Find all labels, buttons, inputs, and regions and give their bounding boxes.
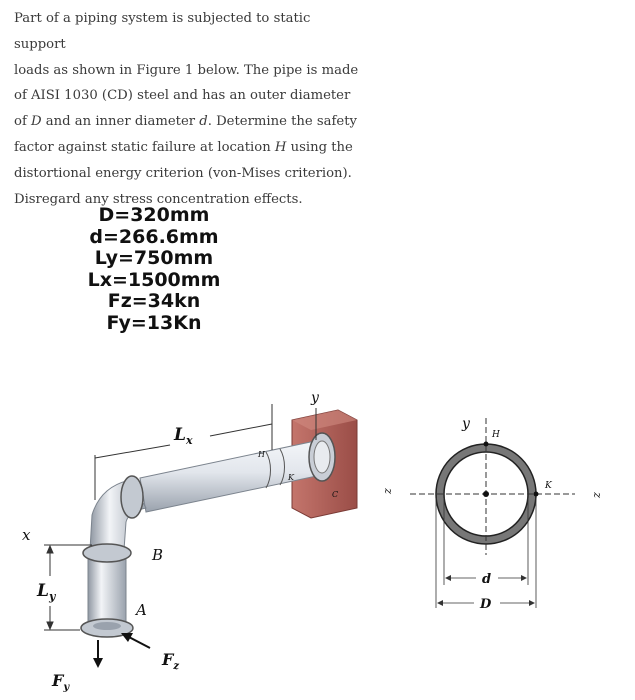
param-Lx: Lx=1500mm bbox=[87, 268, 221, 291]
problem-line: of AISI 1030 (CD) steel and has an outer diameter bbox=[14, 88, 351, 104]
param-D: D=320mm bbox=[98, 204, 210, 226]
param-Fz: Fz=34kn bbox=[107, 290, 201, 312]
problem-line: Disregard any stress concentration effects. bbox=[14, 191, 303, 207]
cross-section bbox=[410, 418, 575, 608]
Fy-arrow bbox=[93, 640, 103, 668]
problem-line: loads as shown in Figure 1 below. The pipe is made bbox=[14, 62, 359, 78]
dimension-Ly bbox=[44, 545, 92, 630]
problem-line: distortional energy criterion (von-Mises criterion). bbox=[14, 165, 352, 181]
param-Fy: Fy=13Kn bbox=[106, 311, 202, 334]
param-d: d=266.6mm bbox=[89, 225, 219, 248]
Fz-arrow bbox=[121, 633, 150, 648]
section-y-label: y bbox=[462, 416, 470, 432]
point-A-label: A bbox=[136, 601, 147, 619]
param-Ly: Ly=750mm bbox=[94, 247, 214, 269]
section-d-label: d bbox=[482, 572, 492, 587]
Lx-label: $L_x$ bbox=[174, 425, 193, 447]
point-C-label: C bbox=[332, 490, 339, 499]
z-axis-label: z bbox=[381, 488, 394, 494]
Fy-label: $F_y$ bbox=[52, 671, 70, 693]
point-B-label: B bbox=[152, 546, 164, 564]
problem-line: Part of a piping system is subjected to static support bbox=[14, 11, 311, 52]
x-axis-label: x bbox=[22, 526, 31, 544]
y-axis-label: y bbox=[311, 390, 319, 406]
Fz-label: $F_z$ bbox=[162, 650, 180, 672]
point-K-label: K bbox=[288, 473, 294, 482]
upper-flange bbox=[83, 544, 131, 562]
section-H-label: H bbox=[492, 430, 500, 440]
section-z-label: z bbox=[590, 492, 603, 498]
section-K-label: K bbox=[545, 481, 552, 491]
point-H-label: H bbox=[258, 450, 265, 459]
Ly-label: $L_y$ bbox=[37, 581, 56, 603]
problem-line: of D and an inner diameter d. Determine the safety bbox=[14, 114, 357, 130]
section-D-label: D bbox=[480, 597, 492, 612]
elbow-flange bbox=[121, 476, 143, 518]
problem-line: factor against static failure at location H using the bbox=[14, 139, 353, 155]
